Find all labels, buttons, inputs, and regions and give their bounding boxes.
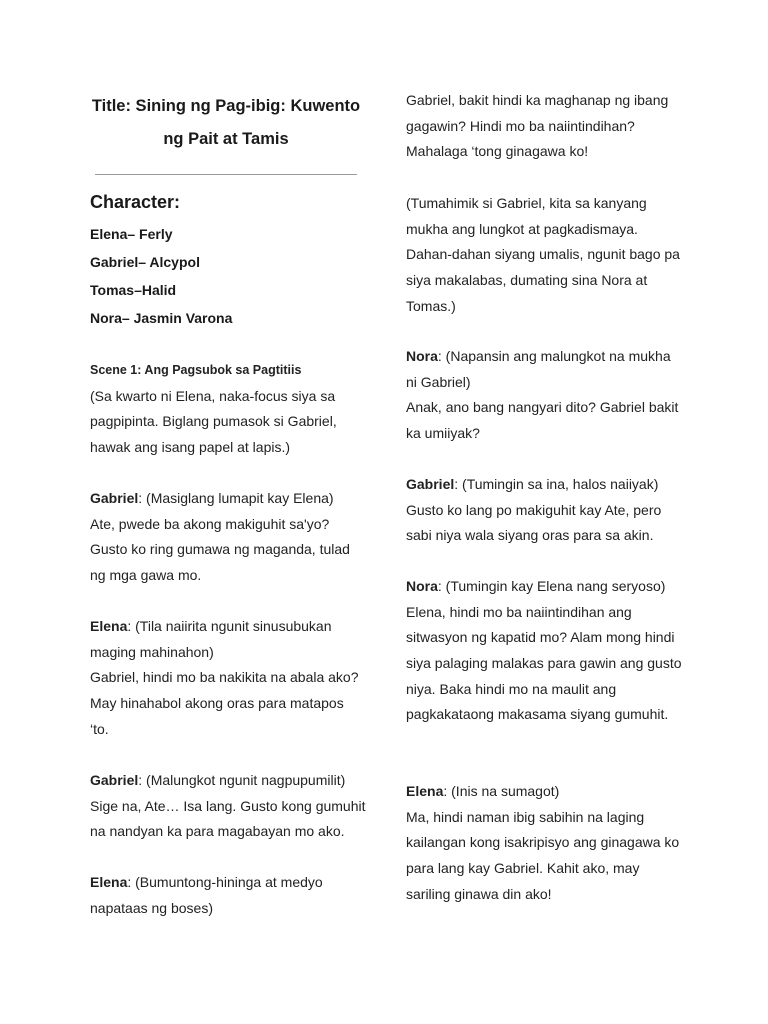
stage-direction-block: [406, 191, 680, 319]
stage-direction-line: Tomas.): [406, 297, 456, 314]
scene-block: [90, 358, 337, 461]
cast-list: [90, 220, 232, 332]
character-heading: Character:: [90, 192, 181, 212]
dialogue-line: siya palaging malakas para gawin ang gusto: [406, 655, 682, 672]
cast-item: Nora– Jasmin Varona: [90, 310, 233, 326]
title-divider: [95, 174, 357, 175]
dialogue-line: kailangan kong isakripisyo ang ginagawa ko: [406, 834, 680, 851]
stage-direction-line: Dahan-dahan siyang umalis, ngunit bago pa: [406, 246, 680, 263]
dialogue-block: [90, 870, 323, 921]
dialogue-line: napataas ng boses): [90, 899, 213, 916]
dialogue-line: gagawin? Hindi mo ba naiintindihan?: [406, 117, 635, 134]
dialogue-line: na nandyan ka para magabayan mo ako.: [90, 823, 345, 840]
speaker-name: Gabriel: [406, 476, 455, 492]
dialogue-line: Gabriel, hindi mo ba nakikita na abala ako?: [90, 669, 359, 686]
dialogue-line: Mahalaga ‘tong ginagawa ko!: [406, 143, 589, 160]
dialogue-block: [406, 779, 679, 907]
dialogue-block: [406, 472, 661, 549]
dialogue-block: [90, 768, 366, 845]
document-title: [90, 90, 362, 156]
dialogue-block: [406, 344, 678, 447]
dialogue-line: pagkakataong makasama siyang gumuhit.: [406, 706, 669, 723]
dialogue-line: sariling ginawa din ako!: [406, 885, 552, 902]
dialogue-line: Gusto ko lang po makiguhit kay Ate, pero: [406, 501, 662, 518]
stage-direction-line: siya makalabas, dumating sina Nora at: [406, 272, 648, 289]
stage-direction: : (Malungkot ngunit nagpupumilit): [138, 772, 346, 788]
stage-direction-line: pagpipinta. Biglang pumasok si Gabriel,: [90, 413, 337, 430]
dialogue-line: para lang kay Gabriel. Kahit ako, may: [406, 860, 640, 877]
dialogue-line: maging mahinahon): [90, 643, 214, 660]
dialogue-line: Sige na, Ate… Isa lang. Gusto kong gumuhit: [90, 797, 366, 814]
title-line: Title: Sining ng Pag-ibig: Kuwento: [91, 97, 361, 115]
dialogue-line: sitwasyon ng kapatid mo? Alam mong hindi: [406, 629, 675, 646]
stage-direction: : (Napansin ang malungkot na mukha: [437, 348, 671, 364]
scene-title: Scene 1: Ang Pagsubok sa Pagtitiis: [90, 363, 302, 377]
speaker-name: Elena: [406, 783, 444, 799]
stage-direction: : (Bumuntong-hininga at medyo: [127, 874, 323, 890]
dialogue-line: Elena, hindi mo ba naiintindihan ang: [406, 603, 632, 620]
speaker-name: Gabriel: [90, 772, 139, 788]
speaker-name: Nora: [406, 348, 438, 364]
title-line: ng Pait at Tamis: [163, 130, 289, 148]
dialogue-line: May hinahabol akong oras para matapos: [90, 695, 344, 712]
dialogue-line: Gabriel, bakit hindi ka maghanap ng ibang: [406, 92, 669, 108]
cast-item: Gabriel– Alcypol: [90, 254, 200, 270]
stage-direction-line: mukha ang lungkot at pagkadismaya.: [406, 220, 638, 237]
stage-direction: : (Tila naiirita ngunit sinusubukan: [127, 618, 332, 634]
speaker-name: Gabriel: [90, 490, 139, 506]
stage-direction: : (Tumingin sa ina, halos naiiyak): [454, 476, 659, 492]
dialogue-line: ka umiiyak?: [406, 425, 480, 442]
dialogue-line: Ate, pwede ba akong makiguhit sa'yo?: [90, 515, 330, 532]
stage-direction-line: (Tumahimik si Gabriel, kita sa kanyang: [406, 195, 647, 211]
dialogue-line: niya. Baka hindi mo na maulit ang: [406, 680, 617, 697]
cast-item: Elena– Ferly: [90, 226, 173, 242]
stage-direction: : (Tumingin kay Elena nang seryoso): [437, 578, 666, 594]
dialogue-continuation: [406, 88, 668, 165]
dialogue-line: ni Gabriel): [406, 373, 471, 390]
dialogue-block: [406, 574, 682, 728]
dialogue-block: [90, 614, 359, 742]
dialogue-line: ng mga gawa mo.: [90, 567, 202, 584]
dialogue-line: Ma, hindi naman ibig sabihin na laging: [406, 808, 645, 825]
speaker-name: Elena: [90, 618, 128, 634]
dialogue-block: [90, 486, 350, 589]
cast-item: Tomas–Halid: [90, 282, 177, 298]
dialogue-line: ‘to.: [90, 720, 109, 737]
stage-direction: : (Masiglang lumapit kay Elena): [138, 490, 334, 506]
speaker-name: Nora: [406, 578, 438, 594]
stage-direction-line: (Sa kwarto ni Elena, naka-focus siya sa: [90, 387, 336, 404]
stage-direction: : (Inis na sumagot): [443, 783, 560, 799]
speaker-name: Elena: [90, 874, 128, 890]
stage-direction-line: hawak ang isang papel at lapis.): [90, 439, 291, 456]
dialogue-line: Anak, ano bang nangyari dito? Gabriel bakit: [406, 399, 679, 416]
dialogue-line: sabi niya wala siyang oras para sa akin.: [406, 527, 654, 544]
dialogue-line: Gusto ko ring gumawa ng maganda, tulad: [90, 541, 350, 558]
